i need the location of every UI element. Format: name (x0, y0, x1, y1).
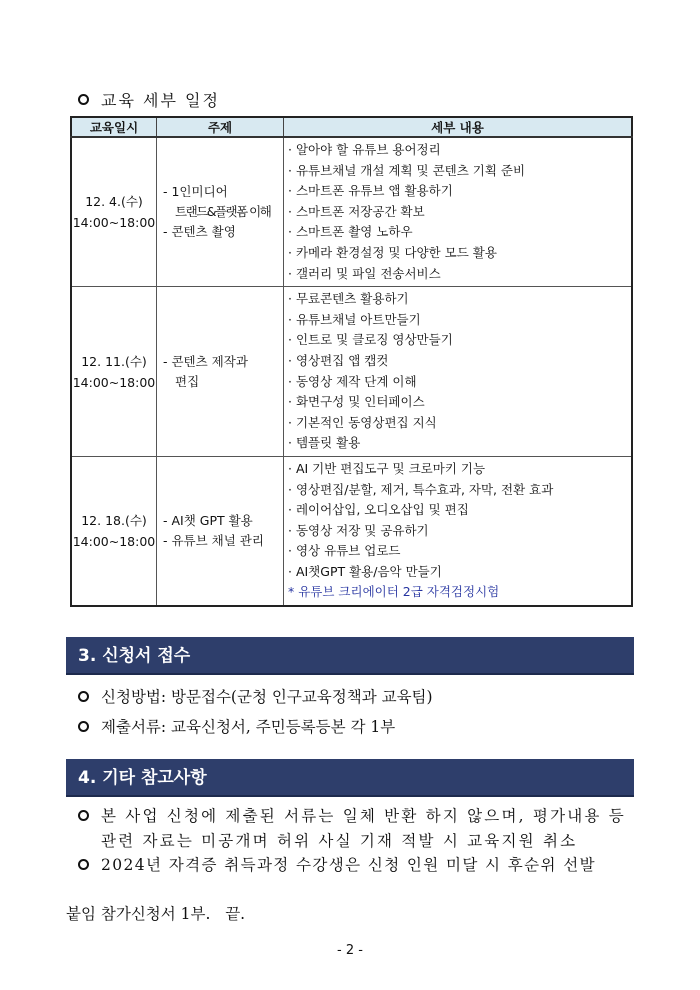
application-method-text: 신청방법: 방문접수(군청 인구교육정책과 교육팀) (101, 688, 433, 706)
topic-cell (157, 287, 284, 457)
schedule-heading-text: 교육 세부 일정 (101, 91, 220, 110)
detail-item: · 유튜브채널 아트만들기 (288, 311, 421, 327)
topic-cell (157, 456, 284, 606)
required-documents-text: 제출서류: 교육신청서, 주민등록등본 각 1부 (101, 718, 396, 736)
time: 14:00~18:00 (72, 533, 156, 549)
detail-item: · 스마트폰 촬영 노하우 (288, 224, 413, 240)
schedule-heading (78, 88, 220, 111)
topic: - 콘텐츠 촬영 (163, 224, 236, 240)
attachment-line: 붙임 참가신청서 1부. 끝. (66, 905, 246, 923)
topic: - 콘텐츠 제작과 (163, 353, 248, 369)
column-header-topic: 주제 (157, 117, 284, 137)
table-row (71, 137, 632, 287)
detail-item: · 무료콘텐츠 활용하기 (288, 291, 409, 307)
topic: 트랜드&플랫폼 이해 (175, 204, 271, 220)
detail-item: · AI챗GPT 활용/음악 만들기 (288, 563, 442, 579)
detail-item: · 화면구성 및 인터페이스 (288, 394, 425, 410)
detail-item: · 레이어삽입, 오디오삽입 및 편집 (288, 502, 469, 518)
note-2-text: 2024년 자격증 취득과정 수강생은 신청 인원 미달 시 후순위 선발 (101, 856, 596, 874)
date-cell (71, 137, 157, 287)
application-method (78, 685, 433, 707)
detail-item: · AI 기반 편집도구 및 크로마키 기능 (288, 460, 486, 476)
details-cell (284, 456, 633, 606)
detail-item: · 영상편집 앱 캡컷 (288, 352, 389, 368)
detail-item: · 알아야 할 유튜브 용어정리 (288, 142, 441, 157)
detail-item: · 스마트폰 유튜브 앱 활용하기 (288, 183, 453, 199)
detail-item: · 기본적인 동영상편집 지식 (288, 414, 437, 430)
note-1-line-2: 관련 자료는 미공개며 허위 사실 기재 적발 시 교육지원 취소 (101, 832, 578, 850)
date: 12. 4.(수) (85, 194, 143, 210)
topic-cell (157, 137, 284, 287)
note-2 (78, 853, 596, 875)
date-cell (71, 287, 157, 457)
date: 12. 11.(수) (81, 353, 147, 369)
detail-item: · 카메라 환경설정 및 다양한 모드 활용 (288, 244, 497, 260)
detail-item: · 템플릿 활용 (288, 435, 361, 451)
date: 12. 18.(수) (81, 512, 147, 528)
table-header-row (71, 117, 632, 137)
column-header-date: 교육일시 (71, 117, 157, 137)
detail-item: · 영상편집/분할, 제거, 특수효과, 자막, 전환 효과 (288, 481, 554, 497)
required-documents (78, 715, 395, 737)
circle-bullet-icon (78, 810, 89, 821)
topic: - AI챗 GPT 활용 (163, 512, 253, 528)
circle-bullet-icon (78, 691, 89, 702)
details-cell (284, 137, 633, 287)
column-header-details: 세부 내용 (284, 117, 633, 137)
schedule-table (70, 116, 633, 607)
table-row (71, 456, 632, 606)
topic: 편집 (175, 373, 200, 389)
circle-bullet-icon (78, 721, 89, 732)
detail-item: · 동영상 제작 단계 이해 (288, 373, 417, 389)
circle-bullet-icon (78, 859, 89, 870)
circle-bullet-icon (78, 94, 89, 105)
details-cell (284, 287, 633, 457)
detail-item: · 동영상 저장 및 공유하기 (288, 522, 429, 538)
time: 14:00~18:00 (72, 215, 156, 231)
detail-item: · 영상 유튜브 업로드 (288, 543, 401, 559)
note-1 (78, 804, 626, 826)
page-number: - 2 - (337, 943, 363, 958)
topic: - 1인미디어 (163, 184, 228, 200)
detail-item: · 갤러리 및 파일 전송서비스 (288, 265, 441, 281)
table-row (71, 287, 632, 457)
detail-item: · 유튜브채널 개설 계획 및 콘텐츠 기획 준비 (288, 162, 526, 178)
topic: - 유튜브 채널 관리 (163, 532, 264, 548)
exam-note: * 유튜브 크리에이터 2급 자격검정시험 (288, 584, 500, 600)
date-cell (71, 456, 157, 606)
detail-item: · 인트로 및 클로징 영상만들기 (288, 332, 453, 348)
time: 14:00~18:00 (72, 374, 156, 390)
detail-item: · 스마트폰 저장공간 확보 (288, 203, 425, 219)
note-1-line-1: 본 사업 신청에 제출된 서류는 일체 반환 하지 않으며, 평가내용 등 (101, 807, 626, 825)
section-4-title: 4. 기타 참고사항 (66, 759, 634, 797)
section-3-title: 3. 신청서 접수 (66, 637, 634, 675)
